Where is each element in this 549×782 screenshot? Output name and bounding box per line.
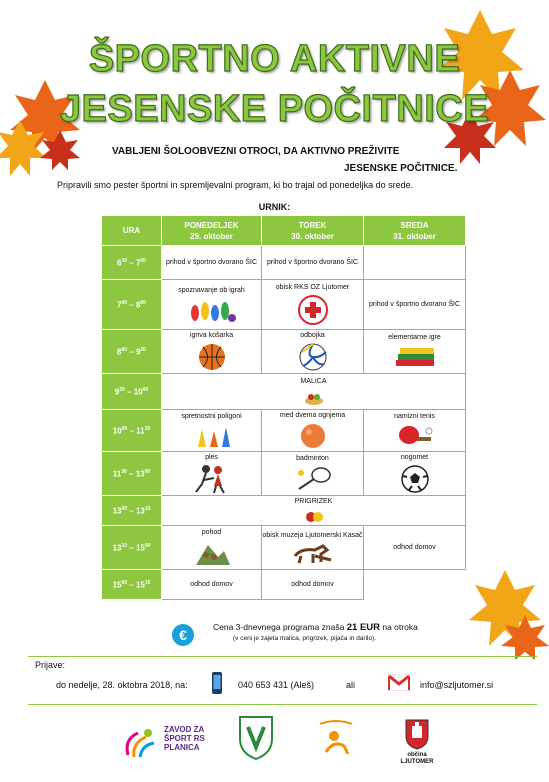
activity-cell: elementarne igre [364, 330, 466, 374]
red-cross-logo-icon [297, 294, 329, 326]
activity-cell: odhod domov [262, 570, 364, 600]
football-icon [400, 464, 430, 494]
hiking-family-icon [194, 539, 230, 567]
table-row [102, 570, 466, 600]
schedule-heading: URNIK: [258, 202, 291, 212]
activity-cell: prihod v športno dvorano ŠIC [364, 280, 466, 330]
active-kids-logo-icon [316, 718, 356, 758]
col-monday: PONEDELJEK 29. oktober [162, 216, 262, 246]
col-tuesday: TOREK 30. oktober [262, 216, 364, 246]
time-cell: $13^{10} - 15^{00}$ [102, 526, 162, 570]
phone-icon [212, 672, 222, 694]
signup-label: Prijave: [35, 660, 66, 670]
table-row [102, 374, 466, 410]
activity-cell: odhod domov [364, 526, 466, 570]
activity-cell: namizni tenis [364, 410, 466, 452]
activity-cell: odbojka [262, 330, 364, 374]
activity-cell-all-days: MALICA [162, 374, 466, 410]
or-label: ali [346, 680, 356, 690]
gmail-icon [388, 674, 410, 691]
time-cell: $15^{00} - 15^{15}$ [102, 570, 162, 600]
ljutomer-coat-of-arms-icon [404, 718, 430, 750]
divider-top [28, 656, 537, 657]
activity-cell: igriva košarka [162, 330, 262, 374]
agility-cones-icon [192, 423, 232, 449]
activity-cell: ples [162, 452, 262, 496]
activity-cell [364, 570, 466, 600]
title-line-2: JESENSKE POČITNICE [59, 88, 490, 130]
time-cell: $13^{00} - 13^{10}$ [102, 496, 162, 526]
table-row [102, 496, 466, 526]
ljutomer-logo-text: občina LJUTOMER [400, 752, 434, 765]
volleyball-icon [298, 342, 328, 372]
title-line-1: ŠPORTNO AKTIVNE [88, 38, 461, 80]
euro-icon: € [172, 624, 194, 646]
activity-cell: obisk RKS OZ Ljutomer [262, 280, 364, 330]
autumn-leaves-bottom-right [465, 560, 549, 670]
price-info: Cena 3-dnevnega programa znaša 21 EUR na otroka (v ceni je zajeta malica, prigrizek, pijača in darilo). [213, 622, 418, 642]
planica-logo-icon [120, 725, 160, 761]
divider-bottom [28, 704, 537, 705]
activity-cell: badminton [262, 452, 364, 496]
activity-cell [364, 246, 466, 280]
activity-cell: prihod v športno dvorano ŠIC [162, 246, 262, 280]
bowling-pins-icon [187, 297, 237, 323]
planica-logo-text: ZAVOD ZA ŠPORT RS PLANICA [164, 725, 205, 752]
sports-club-shield-logo-icon [236, 713, 276, 761]
price-note: (v ceni je zajeta malica, prigrizek, pijača in darilo). [233, 635, 377, 642]
time-cell: $7^{00} - 8^{00}$ [102, 280, 162, 330]
dodgeball-icon [299, 422, 327, 450]
horse-trotting-icon [291, 542, 335, 564]
table-row [102, 410, 466, 452]
time-cell: $11^{30} - 13^{00}$ [102, 452, 162, 496]
time-cell: $8^{00} - 9^{20}$ [102, 330, 162, 374]
activity-cell: med dvema ognjema [262, 410, 364, 452]
time-cell: $6^{30} - 7^{00}$ [102, 246, 162, 280]
phone-number[interactable]: 040 653 431 (Aleš) [238, 680, 315, 690]
time-cell: $9^{20} - 10^{00}$ [102, 374, 162, 410]
col-ura: URA [102, 216, 162, 246]
activity-cell: obisk muzeja Ljutomerski Kasač [262, 526, 364, 570]
intro-line-1: VABLJENI ŠOLOOBVEZNI OTROCI, DA AKTIVNO PREŽIVITE [112, 146, 400, 157]
basketball-icon [197, 342, 227, 372]
table-row [102, 330, 466, 374]
snack-plate-icon [304, 388, 324, 406]
activity-cell: prihod v športno dvorano ŠIC [262, 246, 364, 280]
col-wednesday: SREDA 31. oktober [364, 216, 466, 246]
gym-mats-icon [392, 344, 438, 370]
table-row [102, 246, 466, 280]
intro-line-2: JESENSKE POČITNICE. [344, 163, 458, 174]
signup-deadline: do nedelje, 28. oktobra 2018, na: [56, 680, 188, 690]
dancing-couple-icon [192, 464, 232, 494]
time-cell: $10^{00} - 11^{30}$ [102, 410, 162, 452]
badminton-racket-icon [293, 465, 333, 493]
fruit-snack-icon [304, 508, 324, 524]
activity-cell: odhod domov [162, 570, 262, 600]
table-row [102, 526, 466, 570]
intro-line-3: Pripravili smo pester športni in spremljevalni program, ki bo trajal od ponedeljka do srede. [57, 180, 414, 190]
activity-cell: spretnostni poligoni [162, 410, 262, 452]
table-row [102, 280, 466, 330]
activity-cell: pohod [162, 526, 262, 570]
table-tennis-paddle-icon [395, 423, 435, 449]
activity-cell: spoznavanje ob igrah [162, 280, 262, 330]
activity-cell: nogomet [364, 452, 466, 496]
activity-cell-all-days: PRIGRIZEK [162, 496, 466, 526]
schedule-table [101, 215, 466, 600]
email-link[interactable]: info@szljutomer.si [420, 680, 494, 690]
table-row [102, 452, 466, 496]
